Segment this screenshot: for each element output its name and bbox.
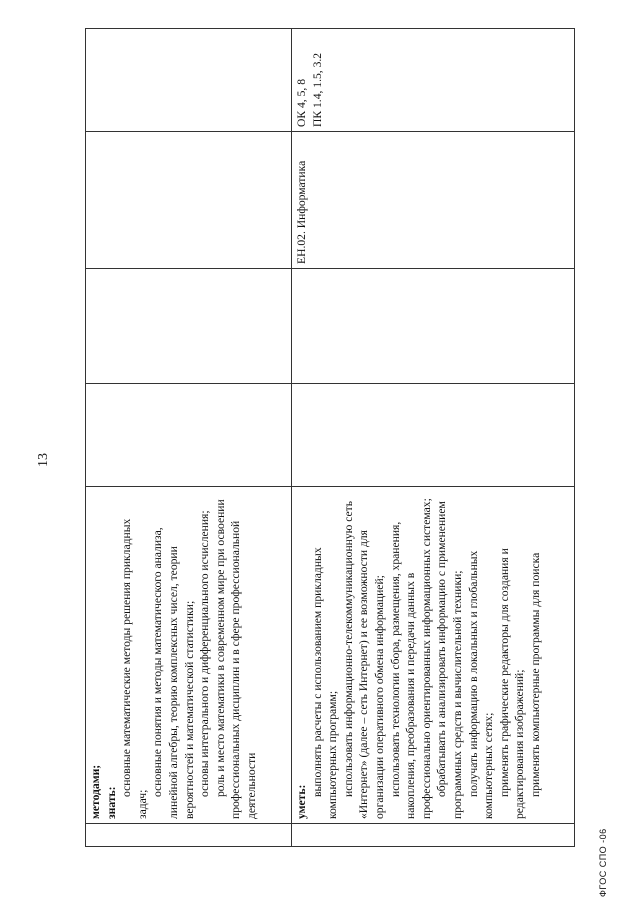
discipline-cell (86, 132, 292, 269)
empty-cell (292, 384, 575, 487)
competency-codes: ОК 4, 5, 8 ПК 1.4, 1.5, 3.2 (295, 52, 324, 127)
skill-item: обрабатывать и анализировать информацию с применением программных средств и вычислительной техники; (435, 501, 464, 819)
table-row (86, 29, 292, 847)
page-number: 13 (36, 453, 51, 467)
skill-item: использовать технологии сбора, размещения, хранения, накопления, преобразования и передачи данных в профессионально ориентированных информационных системах; (388, 498, 433, 819)
competency-cell (86, 29, 292, 132)
methods-line: методами; (89, 764, 102, 819)
index-cell (86, 824, 292, 847)
skill-item: применять компьютерные программы для поиска (528, 552, 542, 797)
know-item: роль и место математики в современном мире при освоении профессиональных дисциплин и в сфере профессиональной деятельности (213, 499, 258, 819)
curriculum-table (85, 28, 575, 847)
know-item: основные понятия и методы математического анализа, линейной алгебры, теорию комплексных чисел, теории вероятностей и математической статистики; (151, 527, 196, 819)
empty-cell (86, 384, 292, 487)
skill-item: использовать информационно-телекоммуникационную сеть «Интернет» (далее – сеть Интернет) и ее возможности для организации оперативного обмена информацией; (341, 500, 386, 819)
skills-cell (86, 487, 292, 824)
know-item: основы интегрального и дифференциального исчисления; (198, 510, 212, 797)
discipline-name: ЕН.02. Информатика (295, 160, 308, 264)
skill-item: применять графические редакторы для создания и редактирования изображений; (497, 548, 527, 819)
competency-cell (292, 29, 575, 132)
skills-cell (292, 487, 575, 824)
table-row (292, 29, 575, 847)
empty-cell (86, 269, 292, 384)
footer-code: ФГОС СПО -06 (598, 828, 608, 897)
index-cell (292, 824, 575, 847)
know-heading: знать: (104, 786, 118, 819)
empty-cell (292, 269, 575, 384)
skill-item: получать информацию в локальных и глобальных компьютерных сетях; (466, 550, 496, 819)
can-heading: уметь: (295, 784, 308, 819)
discipline-cell (292, 132, 575, 269)
know-item: основные математические методы решения прикладных задач; (120, 518, 149, 819)
skill-item: выполнять расчеты с использованием прикладных компьютерных программ; (310, 547, 340, 819)
